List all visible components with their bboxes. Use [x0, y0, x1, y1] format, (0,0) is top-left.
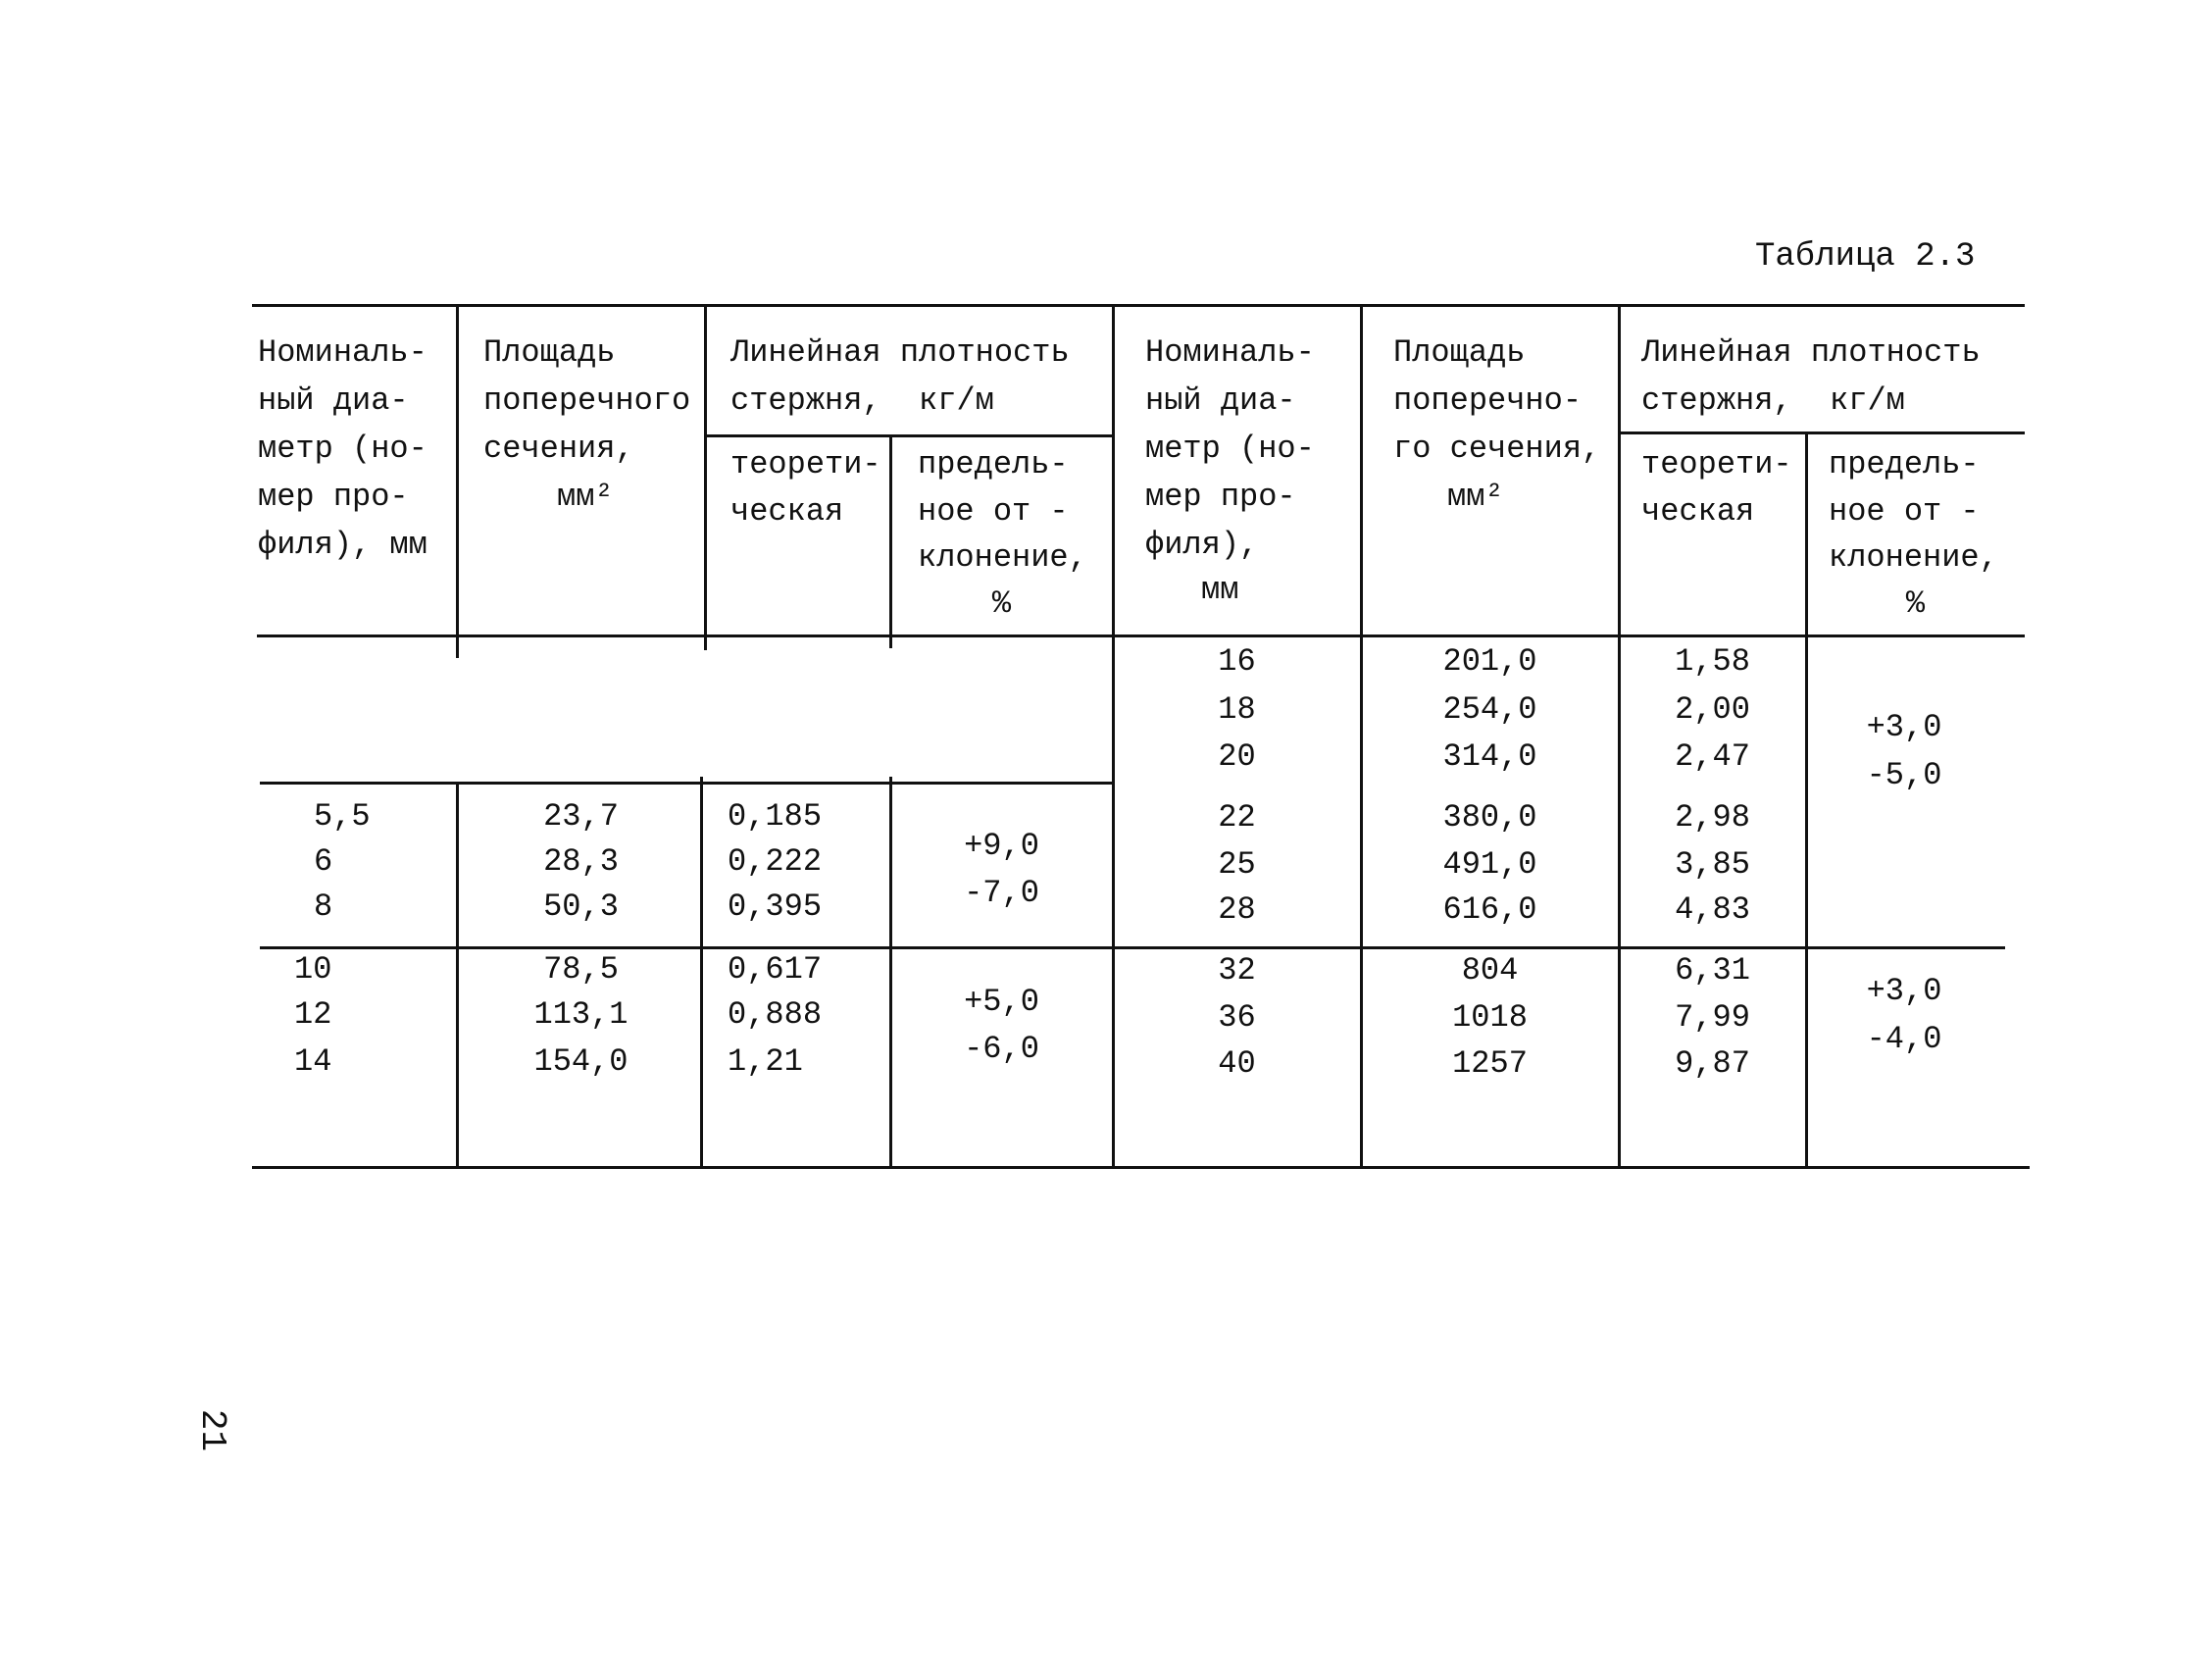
table-caption: Таблица 2.3: [1755, 238, 1976, 276]
area: 380,0: [1442, 799, 1537, 836]
deviation: +3,0: [1866, 709, 1942, 745]
theoretical: 1,58: [1675, 643, 1750, 680]
theoretical: 0,617: [728, 951, 823, 988]
area: 78,5: [543, 951, 619, 988]
diameter: 40: [1218, 1045, 1256, 1082]
area: 113,1: [533, 996, 628, 1033]
diameter: 32: [1218, 952, 1256, 989]
diameter: 36: [1218, 999, 1256, 1036]
diameter: 8: [314, 888, 333, 925]
page-number: 21: [192, 1408, 233, 1452]
area: 491,0: [1442, 846, 1537, 883]
theoretical: 2,47: [1675, 738, 1750, 775]
deviation: -5,0: [1866, 757, 1942, 793]
theoretical: 9,87: [1675, 1045, 1750, 1082]
left-group-top-rule: [260, 782, 1113, 785]
theoretical: 4,83: [1675, 891, 1750, 928]
theoretical: 1,21: [728, 1043, 803, 1080]
diameter: 16: [1218, 643, 1256, 680]
diameter: 6: [314, 843, 333, 880]
theoretical: 0,222: [728, 843, 823, 880]
theoretical: 2,98: [1675, 799, 1750, 836]
theoretical: 0,185: [728, 798, 823, 835]
theoretical: 2,00: [1675, 691, 1750, 728]
diameter: 28: [1218, 891, 1256, 928]
diameter: 12: [294, 996, 332, 1033]
header-bottom-rule: [257, 634, 2025, 637]
diameter: 18: [1218, 691, 1256, 728]
col-divider: [456, 305, 459, 658]
diameter: 22: [1218, 799, 1256, 836]
area: 804: [1461, 952, 1519, 989]
area: 1018: [1452, 999, 1528, 1036]
theoretical: 7,99: [1675, 999, 1750, 1036]
deviation: -7,0: [964, 875, 1039, 911]
area: 1257: [1452, 1045, 1528, 1082]
theoretical: 0,888: [728, 996, 823, 1033]
area: 254,0: [1442, 691, 1537, 728]
deviation: -4,0: [1866, 1021, 1942, 1057]
subheader-rule-right: [1619, 431, 2025, 434]
area: 314,0: [1442, 738, 1537, 775]
deviation: +9,0: [964, 828, 1039, 864]
theoretical: 3,85: [1675, 846, 1750, 883]
theoretical: 6,31: [1675, 952, 1750, 989]
diameter: 20: [1218, 738, 1256, 775]
theoretical: 0,395: [728, 888, 823, 925]
deviation: +5,0: [964, 984, 1039, 1020]
deviation: -6,0: [964, 1031, 1039, 1067]
subheader-rule-left: [705, 434, 1113, 437]
diameter: 25: [1218, 846, 1256, 883]
area: 28,3: [543, 843, 619, 880]
area: 23,7: [543, 798, 619, 835]
diameter: 14: [294, 1043, 332, 1080]
diameter: 10: [294, 951, 332, 988]
table-top-rule: [252, 304, 2025, 307]
table-bottom-rule: [252, 1166, 2030, 1169]
area: 616,0: [1442, 891, 1537, 928]
deviation: +3,0: [1866, 973, 1942, 1009]
area: 50,3: [543, 888, 619, 925]
area: 154,0: [533, 1043, 628, 1080]
col-divider: [704, 305, 707, 650]
diameter: 5,5: [314, 798, 371, 835]
area: 201,0: [1442, 643, 1537, 680]
